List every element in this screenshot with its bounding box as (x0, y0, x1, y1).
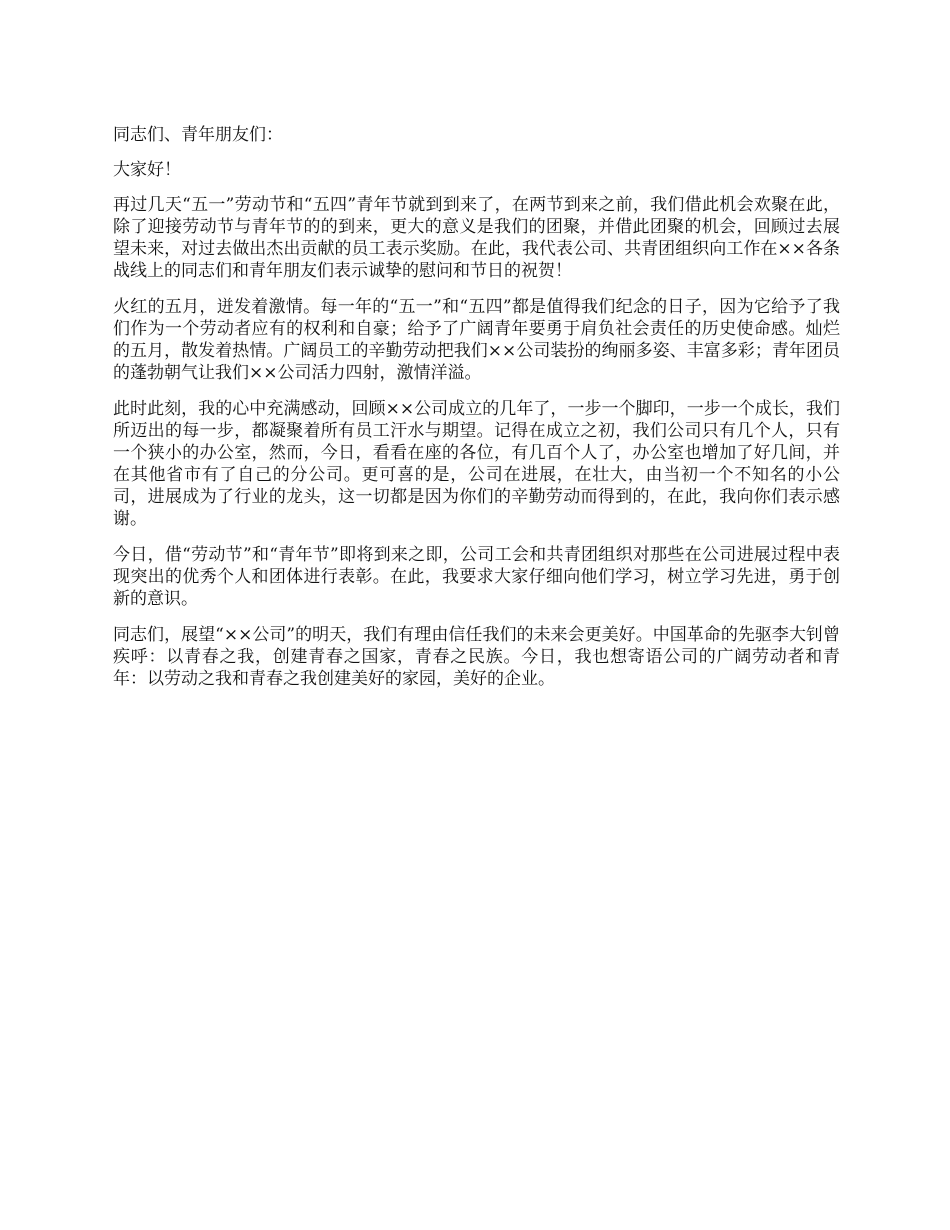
paragraph-2: 火红的五月，迸发着激情。每一年的“五一”和“五四”都是值得我们纪念的日子，因为它给予了我们作为一个劳动者应有的权利和自豪；给予了广阔青年要勇于肩负社会责任的历史使命感。灿烂的五月，散发着热情。广阔员工的辛勤劳动把我们××公司装扮的绚丽多姿、丰富多彩；青年团员的蓬勃朝气让我们××公司活力四射，激情洋溢。 (113, 297, 840, 383)
paragraph-5: 同志们，展望“××公司”的明天，我们有理由信任我们的未来会更美好。中国革命的先驱李大钊曾疾呼：以青春之我，创建青春之国家，青春之民族。今日，我也想寄语公司的广阔劳动者和青年：以劳动之我和青春之我创建美好的家园，美好的企业。 (113, 625, 840, 689)
paragraph-4: 今日，借“劳动节”和“青年节”即将到来之即，公司工会和共青团组织对那些在公司进展过程中表现突出的优秀个人和团体进行表彰。在此，我要求大家仔细向他们学习，树立学习先进，勇于创新的意识。 (113, 545, 840, 609)
document-page (113, 124, 840, 704)
salutation: 同志们、青年朋友们： (113, 125, 283, 145)
paragraph-1: 再过几天“五一”劳动节和“五四”青年节就到到来了，在两节到来之前，我们借此机会欢聚在此，除了迎接劳动节与青年节的的到来，更大的意义是我们的团聚，并借此团聚的机会，回顾过去展望未来，对过去做出杰出贡献的员工表示奖励。在此，我代表公司、共青团组织向工作在××各条战线上的同志们和青年朋友们表示诚挚的慰问和节日的祝贺！ (113, 195, 840, 281)
greeting: 大家好！ (113, 160, 181, 180)
paragraph-3: 此时此刻，我的心中充满感动，回顾××公司成立的几年了，一步一个脚印，一步一个成长，我们所迈出的每一步，都凝聚着所有员工汗水与期望。记得在成立之初，我们公司只有几个人，只有一个狭小的办公室，然而，今日，看看在座的各位，有几百个人了，办公室也增加了好几间，并在其他省市有了自己的分公司。更可喜的是，公司在进展，在壮大，由当初一个不知名的小公司，进展成为了行业的龙头，这一切都是因为你们的辛勤劳动而得到的，在此，我向你们表示感谢。 (113, 399, 840, 529)
